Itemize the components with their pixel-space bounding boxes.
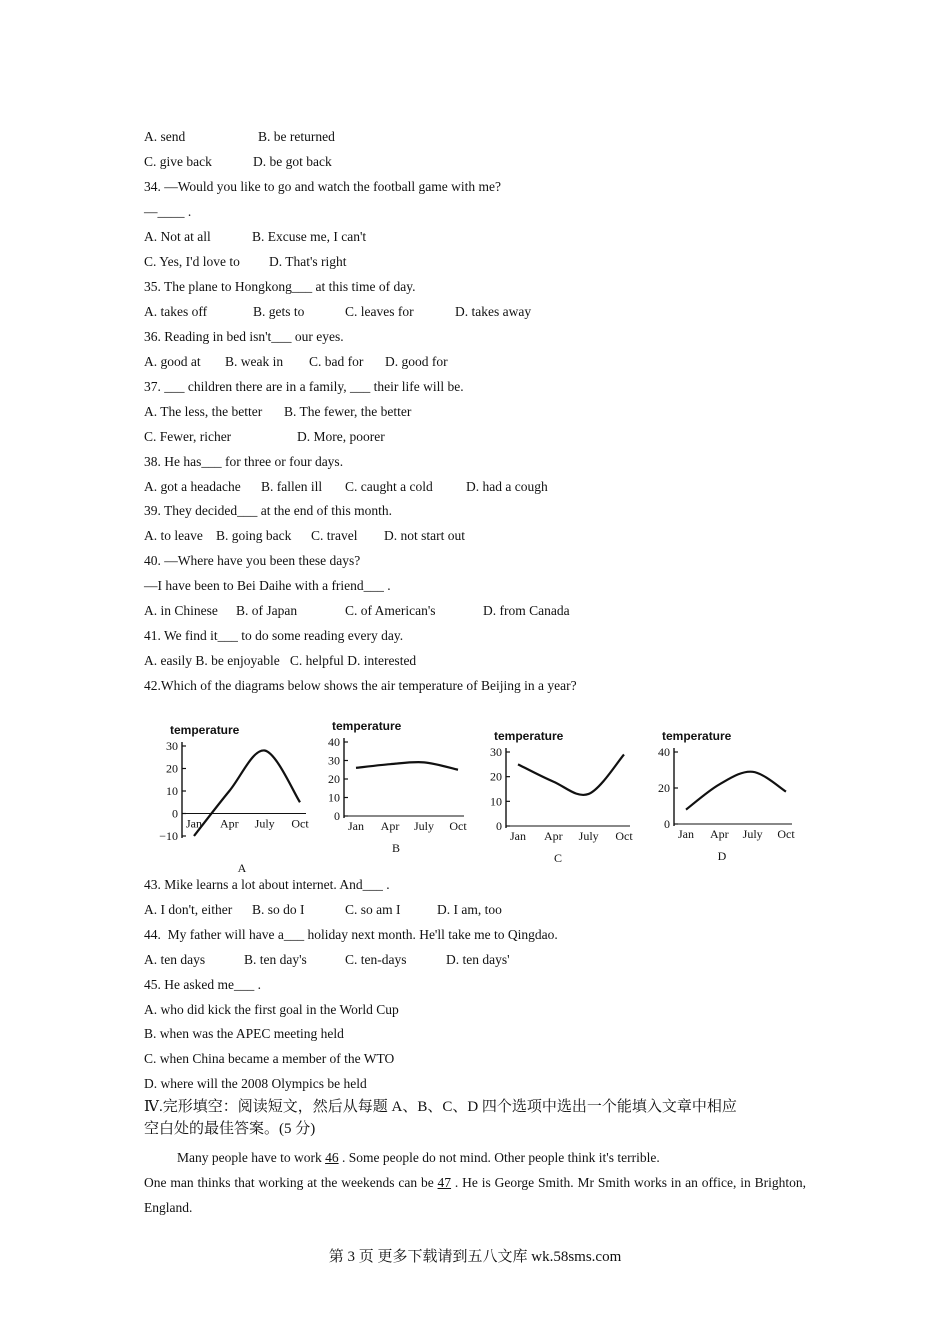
x-tick-label: Jan xyxy=(348,819,364,833)
q36-option-b: B. weak in xyxy=(225,354,284,369)
q43-option-a: A. I don't, either xyxy=(144,902,233,917)
q37-option-c: C. Fewer, richer xyxy=(144,429,232,444)
q33-option-a: A. send xyxy=(144,129,186,144)
y-tick-label: 30 xyxy=(166,739,178,753)
q37-option-b: B. The fewer, the better xyxy=(284,404,412,419)
passage-line-1 xyxy=(144,1145,806,1170)
q38-stem: 38. He has___ for three or four days. xyxy=(144,454,344,469)
x-tick-label: Jan xyxy=(678,827,694,841)
q39-stem: 39. They decided___ at the end of this month. xyxy=(144,503,392,518)
x-tick-label: Apr xyxy=(709,827,729,841)
q44-option-c: C. ten-days xyxy=(345,952,407,967)
chart-letter: C xyxy=(553,851,563,865)
q44-option-b: B. ten day's xyxy=(244,952,307,967)
q35-option-d: D. takes away xyxy=(455,304,532,319)
y-tick-label: −10 xyxy=(159,829,178,843)
q34-stem: 34. —Would you like to go and watch the football game with me? xyxy=(144,179,501,194)
q39-option-a: A. to leave xyxy=(144,528,203,543)
q34-option-c: C. Yes, I'd love to xyxy=(144,254,240,269)
y-tick-label: 10 xyxy=(328,790,340,805)
x-tick-label: Jan xyxy=(186,816,202,831)
chart-letter: D xyxy=(717,849,727,863)
section-heading xyxy=(144,1096,806,1140)
chart-ylabel: temperature xyxy=(662,729,732,743)
x-tick-label: July xyxy=(578,829,599,843)
passage-p2-before: One man thinks that working at the weekends can be xyxy=(144,1175,438,1190)
y-tick-label: 0 xyxy=(496,819,502,833)
q45-option-a: A. who did kick the first goal in the World Cup xyxy=(144,1002,399,1017)
q44-option-a: A. ten days xyxy=(144,952,206,967)
y-tick-label: 20 xyxy=(490,769,502,784)
q33-option-b: B. be returned xyxy=(258,129,335,144)
q33-option-c: C. give back xyxy=(144,154,212,169)
q37-stem: 37. ___ children there are in a family, ___ their life will be. xyxy=(144,379,464,394)
y-tick-label: 40 xyxy=(328,735,340,749)
y-tick-label: 0 xyxy=(172,806,178,821)
q43-option-d: D. I am, too xyxy=(437,902,502,917)
chart-ylabel: temperature xyxy=(494,729,564,743)
x-tick-label: July xyxy=(742,827,763,841)
q39-option-c: C. travel xyxy=(311,528,358,543)
y-tick-label: 20 xyxy=(166,761,178,776)
q43-stem: 43. Mike learns a lot about internet. And___ . xyxy=(144,877,390,892)
q45-option-d: D. where will the 2008 Olympics be held xyxy=(144,1076,367,1091)
passage-p2-after: . He is George Smith. Mr Smith works in an office, in Brighton, England. xyxy=(144,1175,806,1215)
q43-option-c: C. so am I xyxy=(345,902,401,917)
q35-option-a: A. takes off xyxy=(144,304,208,319)
y-tick-label: 0 xyxy=(664,817,670,831)
q35-stem: 35. The plane to Hongkong___ at this time of day. xyxy=(144,279,416,294)
q36-option-a: A. good at xyxy=(144,354,201,369)
q40-option-a: A. in Chinese xyxy=(144,603,218,618)
series-line xyxy=(356,762,458,770)
y-tick-label: 10 xyxy=(490,794,502,809)
y-tick-label: 0 xyxy=(334,809,340,823)
q41-options: A. easily B. be enjoyable C. helpful D. interested xyxy=(144,653,417,668)
passage-p1-before: Many people have to work xyxy=(177,1150,326,1165)
x-tick-label: Oct xyxy=(449,819,467,833)
y-tick-label: 30 xyxy=(490,745,502,759)
q44-stem: 44. My father will have a___ holiday next month. He'll take me to Qingdao. xyxy=(144,927,558,942)
q33-option-d: D. be got back xyxy=(253,154,332,169)
q43-option-b: B. so do I xyxy=(252,902,305,917)
passage-p1-after: . Some people do not mind. Other people think it's terrible. xyxy=(338,1150,660,1165)
x-tick-label: Apr xyxy=(543,829,563,843)
page-footer: 第 3 页 更多下载请到五八文库 wk.58sms.com xyxy=(328,1249,622,1265)
q39-option-d: D. not start out xyxy=(384,528,465,543)
series-line xyxy=(194,750,300,836)
q44-option-d: D. ten days' xyxy=(446,952,510,967)
q36-stem: 36. Reading in bed isn't___ our eyes. xyxy=(144,329,344,344)
passage xyxy=(144,1145,806,1220)
chart-b xyxy=(322,716,472,871)
chart-d xyxy=(650,716,800,871)
chart-ylabel: temperature xyxy=(332,719,402,733)
series-line xyxy=(686,772,786,810)
q40-stem: 40. —Where have you been these days? xyxy=(144,553,361,568)
q38-option-a: A. got a headache xyxy=(144,479,241,494)
chart-letter: B xyxy=(391,841,401,855)
q41-stem: 41. We find it___ to do some reading every day. xyxy=(144,628,404,643)
q37-option-a: A. The less, the better xyxy=(144,404,263,419)
chart-a xyxy=(150,716,315,875)
y-tick-label: 20 xyxy=(328,772,340,786)
x-tick-label: Apr xyxy=(219,816,239,831)
y-tick-label: 20 xyxy=(658,781,670,795)
x-tick-label: Jan xyxy=(510,829,526,843)
q38-option-c: C. caught a cold xyxy=(345,479,433,494)
q34-option-d: D. That's right xyxy=(269,254,347,269)
x-tick-label: July xyxy=(254,816,275,831)
q35-option-b: B. gets to xyxy=(253,304,305,319)
q37-option-d: D. More, poorer xyxy=(297,429,385,444)
section-title-line2: 空白处的最佳答案。(5 分) xyxy=(144,1121,316,1137)
q36-option-d: D. good for xyxy=(385,354,448,369)
y-tick-label: 40 xyxy=(658,745,670,759)
q40-reply: —I have been to Bei Daihe with a friend___ . xyxy=(144,578,391,593)
q40-option-d: D. from Canada xyxy=(483,603,570,618)
passage-line-2 xyxy=(144,1170,806,1220)
y-tick-label: 10 xyxy=(166,784,178,798)
q45-option-c: C. when China became a member of the WTO xyxy=(144,1051,395,1066)
y-tick-label: 30 xyxy=(328,753,340,768)
q38-option-d: D. had a cough xyxy=(466,479,548,494)
q38-option-b: B. fallen ill xyxy=(261,479,323,494)
x-tick-label: Oct xyxy=(777,827,795,841)
blank-46: 46 xyxy=(325,1150,339,1165)
x-tick-label: Oct xyxy=(291,816,309,831)
q42-stem: 42.Which of the diagrams below shows the air temperature of Beijing in a year? xyxy=(144,678,577,693)
q39-option-b: B. going back xyxy=(216,528,292,543)
chart-c xyxy=(484,716,634,871)
section-title-line1: Ⅳ.完形填空：阅读短文，然后从每题 A、B、C、D 四个选项中选出一个能填入文章中相应 xyxy=(144,1099,737,1115)
x-tick-label: Apr xyxy=(380,819,400,833)
blank-47: 47 xyxy=(437,1175,452,1190)
q34-option-a: A. Not at all xyxy=(144,229,211,244)
q40-option-c: C. of American's xyxy=(345,603,436,618)
q35-option-c: C. leaves for xyxy=(345,304,414,319)
q36-option-c: C. bad for xyxy=(309,354,364,369)
q45-stem: 45. He asked me___ . xyxy=(144,977,261,992)
x-tick-label: Oct xyxy=(615,829,633,843)
chart-letter: A xyxy=(237,861,247,875)
series-line xyxy=(518,754,624,794)
chart-ylabel: temperature xyxy=(170,723,240,737)
q34-option-b: B. Excuse me, I can't xyxy=(252,229,367,244)
q45-option-b: B. when was the APEC meeting held xyxy=(144,1026,344,1041)
q40-option-b: B. of Japan xyxy=(236,603,298,618)
x-tick-label: July xyxy=(413,819,435,833)
q34-reply: —____ . xyxy=(144,204,192,219)
